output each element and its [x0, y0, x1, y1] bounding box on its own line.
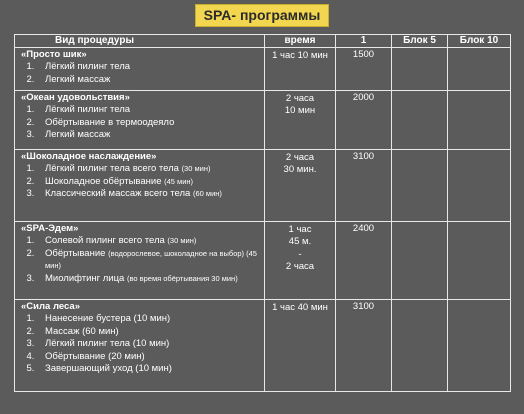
list-item	[37, 176, 262, 188]
table-row	[15, 48, 511, 91]
table-row	[15, 91, 511, 150]
item-note: (30 мин)	[181, 164, 211, 174]
item-text: Завершающий уход (10 мин)	[45, 363, 172, 375]
block5-cell	[392, 222, 448, 300]
table-row	[15, 150, 511, 222]
block10-cell	[448, 48, 511, 91]
item-text: Лёгкий пилинг тела	[45, 61, 131, 73]
price-cell: 3100	[336, 150, 392, 222]
price-cell: 2000	[336, 91, 392, 150]
list-item	[37, 248, 262, 273]
list-item	[37, 273, 262, 285]
program-name: «SPA-Эдем»	[21, 223, 79, 234]
time-cell	[265, 91, 336, 150]
item-text: Обёртывание	[45, 247, 106, 259]
block10-cell	[448, 91, 511, 150]
price-cell: 3100	[336, 300, 392, 392]
item-text: Легкий массаж	[45, 129, 111, 141]
list-item	[37, 326, 262, 338]
block5-cell	[392, 48, 448, 91]
list-item	[37, 338, 262, 350]
program-name: «Шоколадное наслаждение»	[21, 151, 157, 162]
time-line: 1 час 40 мин	[272, 302, 328, 313]
item-text: Легкий массаж	[45, 73, 111, 85]
item-text: Обёртывание (20 мин)	[45, 350, 145, 362]
program-name: «Просто шик»	[21, 49, 87, 60]
item-text: Массаж (60 мин)	[45, 325, 119, 337]
list-item	[37, 313, 262, 325]
block5-cell	[392, 300, 448, 392]
time-line: -	[298, 248, 302, 260]
item-note: (60 мин)	[192, 189, 222, 199]
procedure-list	[17, 163, 262, 200]
list-item	[37, 61, 262, 73]
list-item	[37, 74, 262, 86]
item-text: Шоколадное обёртывание	[45, 175, 162, 187]
item-note: (во время обёртывания 30 мин)	[126, 273, 238, 283]
time-line: 1 час 10 мин	[272, 50, 328, 61]
list-item	[37, 104, 262, 116]
price-cell: 2400	[336, 222, 392, 300]
procedure-list	[17, 104, 262, 141]
procedure-list	[17, 61, 262, 86]
item-text: Лёгкий пилинг тела	[45, 104, 131, 116]
procedure-cell	[15, 222, 265, 300]
item-text: Классический массаж всего тела	[45, 188, 191, 200]
item-note: (водорослевое, шоколадное на выбор) (45 мин)	[45, 248, 257, 271]
program-name: «Океан удовольствия»	[21, 92, 130, 103]
list-item	[37, 117, 262, 129]
page-title: SPA- программы	[195, 4, 330, 27]
title-wrap	[0, 4, 524, 27]
item-note: (45 мин)	[164, 176, 194, 186]
spa-programs-table	[14, 34, 511, 392]
list-item	[37, 235, 262, 247]
procedure-list	[17, 313, 262, 375]
column-header-price: 1	[336, 35, 392, 48]
list-item	[37, 188, 262, 200]
block10-cell	[448, 222, 511, 300]
time-cell	[265, 48, 336, 91]
item-text: Лёгкий пилинг тела (10 мин)	[45, 338, 170, 350]
time-line: 2 часа	[285, 261, 315, 273]
item-text: Лёгкий пилинг тела всего тела	[45, 163, 179, 175]
block10-cell	[448, 300, 511, 392]
item-text: Обёртывание в термоодеяло	[45, 116, 175, 128]
list-item	[37, 129, 262, 141]
procedure-cell	[15, 300, 265, 392]
program-name: «Сила леса»	[21, 301, 80, 312]
time-cell	[265, 300, 336, 392]
column-header-time: время	[265, 35, 336, 48]
column-header-block5: Блок 5	[392, 35, 448, 48]
procedure-list	[17, 235, 262, 285]
list-item	[37, 363, 262, 375]
block10-cell	[448, 150, 511, 222]
table-row	[15, 222, 511, 300]
price-cell: 1500	[336, 48, 392, 91]
item-note: (30 мин)	[167, 236, 197, 246]
header-row	[15, 35, 511, 48]
list-item	[37, 351, 262, 363]
time-line: 1 час	[288, 224, 312, 235]
column-header-procedure: Вид процедуры	[15, 35, 265, 48]
item-text: Нанесение бустера (10 мин)	[45, 313, 171, 325]
time-line: 2 часа	[285, 93, 315, 104]
time-line: 10 мин	[284, 105, 316, 117]
time-line: 45 м.	[288, 236, 312, 248]
time-line: 2 часа	[285, 152, 315, 163]
block5-cell	[392, 150, 448, 222]
time-line: 30 мин.	[283, 164, 317, 176]
column-header-block10: Блок 10	[448, 35, 511, 48]
list-item	[37, 163, 262, 175]
item-text: Миолифтинг лица	[45, 272, 125, 284]
procedure-cell	[15, 150, 265, 222]
procedure-cell	[15, 91, 265, 150]
block5-cell	[392, 91, 448, 150]
procedure-cell	[15, 48, 265, 91]
item-text: Солевой пилинг всего тела	[45, 235, 165, 247]
time-cell	[265, 150, 336, 222]
time-cell	[265, 222, 336, 300]
table-row	[15, 300, 511, 392]
